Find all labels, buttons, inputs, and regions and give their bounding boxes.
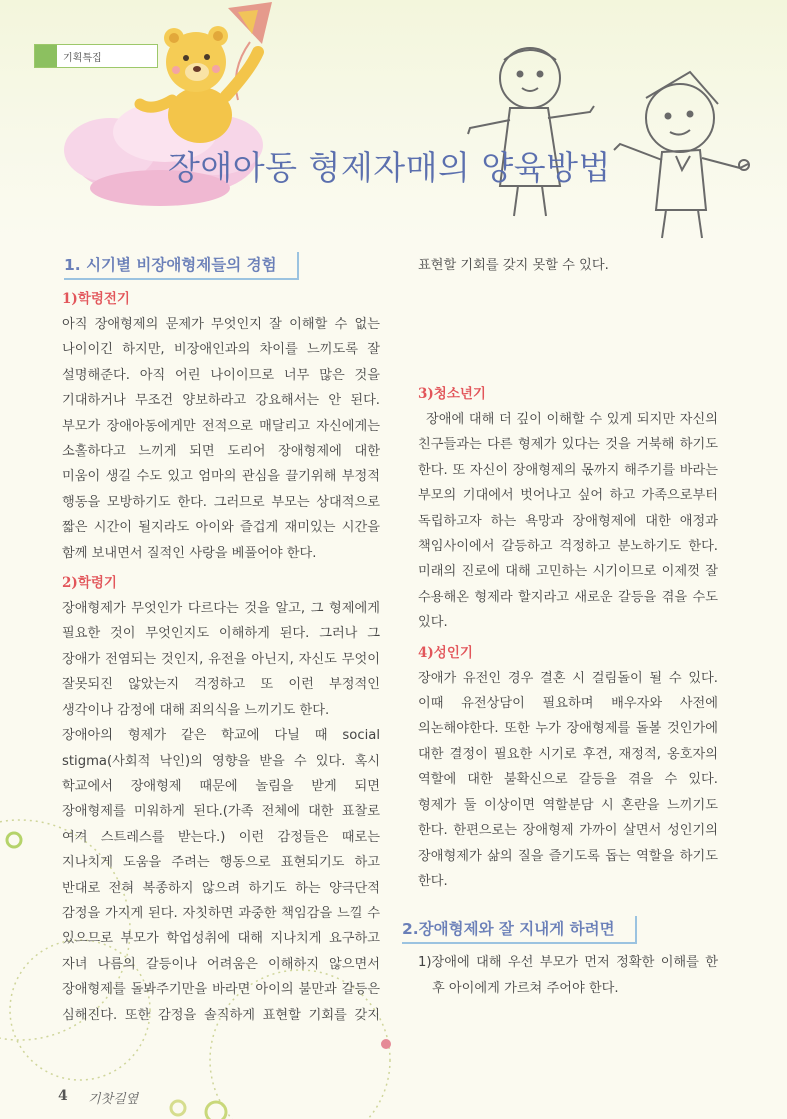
paragraph-school-age-2: 장애아의 형제가 같은 학교에 다닐 때 social stigma(사회적 낙인)의 영향을 받을 수 있다. 혹시 학교에서 장애형제 때문에 놀림을 받게 되면 장애형제를 미워하게 된다.(가족 전체에 대한 표찰로 여겨 스트레스를 받는다.) 이런 감정들은 때로는 지나치게 도움을 주려는 행동으로 표현되기도 하고 반대로 전혀 복종하지 않으려 하기도 하는 양극단적 감정을 가지게 된다. 자칫하면 과중한 책임감을 느낄 수 있으므로 부모가 학업성취에 대해 지나치게 요구하고 자녀 나름의 갈등이나 어려움은 이해하지 않으면서 장애형제를 돌봐주기만을 바라면 아이의 불만과 갈등은 심해진다. 또한 감정을 솔직하게 표현할 기회를 갖지 [62, 728, 380, 1023]
article-column-left [62, 252, 380, 1027]
section-tag-label: 기획특집 [63, 52, 102, 64]
subheading-adolescence: 3)청소년기 [418, 386, 486, 402]
paragraph-preschool: 아직 장애형제의 문제가 무엇인지 잘 이해할 수 없는 나이이긴 하지만, 비장애인과의 차이를 느끼도록 잘 설명해준다. 아직 어린 나이이므로 너무 많은 것을 기대하거나 무조건 양보하라고 강요해서는 안 된다. 부모가 장애아동에게만 전적으로 매달리고 자신에게는 소홀하다고 느끼게 되면 도리어 장애형제에 대한 미움이 생길 수도 있고 엄마의 관심을 끌기위해 부정적 행동을 모방하기도 한다. 그러므로 부모는 상대적으로 짧은 시간이 될지라도 아이와 즐겁게 재미있는 시간을 함께 보내면서 질적인 사랑을 베풀어야 한다. [62, 317, 380, 561]
list-item-1: 1)장애에 대해 우선 부모가 먼저 정확한 이해를 한 후 아이에게 가르쳐 주어야 한다. [418, 955, 718, 996]
subheading-school-age: 2)학령기 [62, 575, 117, 592]
leaf-icon [35, 45, 57, 67]
section-tag [34, 44, 158, 68]
paragraph-school-age-1: 장애형제가 무엇인가 다르다는 것을 알고, 그 형제에게 필요한 것이 무엇인지도 이해하게 된다. 그러나 그 장애가 전염되는 것인지, 유전을 아닌지, 자신도 무엇이 잘못되진 않았는지 걱정하고 또 이런 부정적인 생각이나 감정에 대해 죄의식을 느끼기도 한다. [62, 601, 380, 718]
paragraph-adulthood: 장애가 유전인 경우 결혼 시 걸림돌이 될 수 있다. 이때 유전상담이 필요하며 배우자와 사전에 의논해야한다. 또한 누가 장애형제를 돌볼 것인가에 대한 결정이 필요한 시기로 후견, 재정적, 옹호자의 역할에 대한 불확신으로 갈등을 겪을 수 있다. 형제가 둘 이상이면 역할분담 시 혼란을 느끼기도 한다. 한편으로는 장애형제 가까이 살면서 성인기의 장애형제가 삶의 질을 즐기도록 돕는 역할을 하기도 한다. [418, 670, 718, 889]
section-heading-1: 1. 시기별 비장애형제들의 경험 [64, 252, 299, 280]
paragraph-school-age-2-continued [418, 252, 718, 379]
section-heading-2: 2.장애형제와 잘 지내게 하려면 [402, 916, 637, 944]
subheading-preschool: 1)학령전기 [62, 291, 130, 307]
article-column-right [402, 252, 718, 1001]
magazine-name: 기찻길옆 [88, 1092, 139, 1107]
page-number: 4 [58, 1088, 68, 1104]
page-title: 장애아동 형제자매의 양육방법 [168, 148, 611, 187]
paragraph-school-age-2-overflow: 표현할 기회를 갖지 못할 수 있다. [418, 257, 609, 273]
subheading-adulthood: 4)성인기 [418, 644, 473, 661]
paragraph-adolescence: 장애에 대해 더 깊이 이해할 수 있게 되지만 자신의 친구들과는 다른 형제가 있다는 것을 거북해 하기도 한다. 또 자신이 장애형제의 몫까지 해주기를 바라는 부모의 기대에서 벗어나고 싶어 하고 가족으로부터 독립하고자 하는 욕망과 장애형제에 대한 애정과 책임사이에서 갈등하고 걱정하고 분노하기도 한다. 미래의 진로에 대해 고민하는 시기이므로 이제껏 잘 수용해온 형제라 할지라고 새로운 갈등을 겪을 수도 있다. [418, 412, 718, 631]
